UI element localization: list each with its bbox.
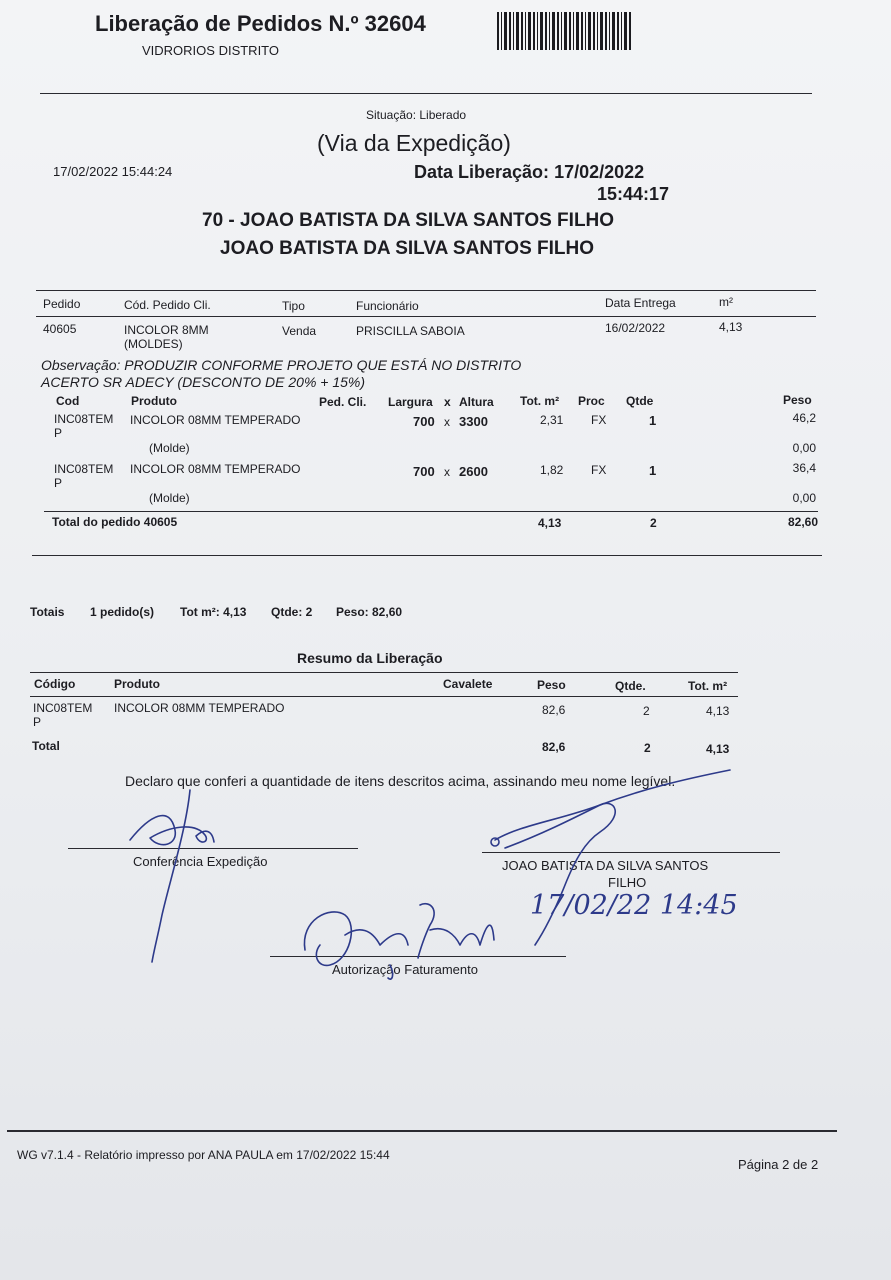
col-header-funcionario: Funcionário: [356, 299, 419, 313]
observation-line-1: Observação: PRODUZIR CONFORME PROJETO QUE ESTÁ NO DISTRITO: [41, 357, 522, 373]
items-header-tot-m2: Tot. m²: [520, 394, 560, 408]
page-number: Página 2 de 2: [738, 1157, 819, 1172]
totals-peso: Peso: 82,60: [336, 605, 403, 619]
item-sub-label: (Molde): [149, 491, 190, 505]
items-header-qtde: Qtde: [626, 394, 654, 408]
order-cod-cli-2: (MOLDES): [124, 337, 183, 351]
items-header-cod: Cod: [56, 394, 80, 408]
summary-total-qtde: 2: [644, 741, 651, 755]
summary-tot-m2: 4,13: [706, 704, 730, 718]
summary-produto: INCOLOR 08MM TEMPERADO: [114, 701, 285, 715]
item-qtde: 1: [649, 463, 657, 478]
summary-total-tot-m2: 4,13: [706, 742, 730, 756]
item-x: x: [444, 465, 450, 479]
items-header-altura: Altura: [459, 395, 494, 409]
item-sub-peso: 0,00: [792, 491, 816, 505]
summary-peso: 82,6: [542, 703, 566, 717]
items-header-peso: Peso: [783, 393, 812, 407]
report-title: Liberação de Pedidos N.º 32604: [95, 11, 426, 36]
release-date-value: 17/02/2022: [554, 162, 645, 182]
item-largura: 700: [413, 414, 435, 429]
client-signature-label: JOAO BATISTA DA SILVA SANTOS: [502, 858, 709, 873]
order-funcionario: PRISCILLA SABOIA: [356, 324, 465, 338]
item-tot-m2: 2,31: [540, 413, 564, 427]
col-header-pedido: Pedido: [43, 297, 81, 311]
order-total-label: Total do pedido 40605: [52, 515, 178, 529]
item-qtde: 1: [649, 413, 657, 428]
totals-label: Totais: [30, 605, 65, 619]
order-total-qtde: 2: [650, 516, 657, 530]
divider: [7, 1130, 837, 1132]
col-header-m2: m²: [719, 295, 733, 309]
summary-qtde: 2: [643, 704, 650, 718]
items-header-largura: Largura: [388, 395, 433, 409]
items-header-proc: Proc: [578, 394, 605, 408]
order-tipo: Venda: [282, 324, 317, 338]
item-produto: INCOLOR 08MM TEMPERADO: [130, 413, 301, 427]
summary-header-cavalete: Cavalete: [443, 677, 493, 691]
client-line-1: 70 - JOAO BATISTA DA SILVA SANTOS FILHO: [202, 210, 615, 231]
order-cod-cli: INCOLOR 8MM: [124, 323, 209, 337]
items-header-produto: Produto: [131, 394, 177, 408]
conferencia-label: Conferência Expedição: [133, 854, 268, 869]
order-total-peso: 82,60: [787, 515, 818, 529]
item-peso: 46,2: [792, 411, 816, 425]
item-x: x: [444, 415, 450, 429]
summary-header-qtde: Qtde.: [615, 679, 646, 693]
summary-title: Resumo da Liberação: [297, 650, 443, 666]
release-label: Data Liberação:: [414, 162, 550, 182]
observation-line-2: ACERTO SR ADECY (DESCONTO DE 20% + 15%): [41, 374, 366, 390]
summary-header-codigo: Código: [34, 677, 76, 691]
summary-header-peso: Peso: [537, 678, 566, 692]
summary-codigo-cont: P: [33, 715, 42, 729]
col-header-cod-cli: Cód. Pedido Cli.: [124, 298, 211, 312]
summary-header-produto: Produto: [114, 677, 160, 691]
summary-codigo: INC08TEM: [33, 701, 93, 715]
print-datetime: 17/02/2022 15:44:24: [53, 164, 173, 179]
item-sub-peso: 0,00: [792, 441, 816, 455]
item-cod-cont: P: [54, 476, 63, 490]
summary-total-peso: 82,6: [542, 740, 566, 754]
item-cod-cont: P: [54, 426, 63, 440]
item-cod: INC08TEM: [54, 412, 114, 426]
item-proc: FX: [591, 413, 607, 427]
item-largura: 700: [413, 464, 435, 479]
item-altura: 3300: [459, 414, 488, 429]
declaration-text: Declaro que conferi a quantidade de itens descritos acima, assinando meu nome legível.: [125, 773, 676, 789]
item-sub-label: (Molde): [149, 441, 190, 455]
item-tot-m2: 1,82: [540, 463, 564, 477]
item-produto: INCOLOR 08MM TEMPERADO: [130, 462, 301, 476]
item-cod: INC08TEM: [54, 462, 114, 476]
totals-m2: Tot m²: 4,13: [180, 605, 247, 619]
handwritten-date: 17/02/22 14:45: [530, 890, 738, 921]
totals-pedidos: 1 pedido(s): [90, 605, 155, 619]
col-header-tipo: Tipo: [282, 299, 305, 313]
totals-qtde: Qtde: 2: [271, 605, 313, 619]
items-header-x: x: [444, 395, 451, 409]
items-header-ped-cli: Ped. Cli.: [319, 395, 367, 409]
summary-header-tot-m2: Tot. m²: [688, 679, 728, 693]
client-signature-label-2: FILHO: [608, 875, 647, 890]
order-total-m2: 4,13: [538, 516, 562, 530]
item-peso: 36,4: [792, 461, 816, 475]
client-line-2: JOAO BATISTA DA SILVA SANTOS FILHO: [220, 238, 595, 259]
status-text: Situação: Liberado: [366, 108, 467, 122]
company-name: VIDRORIOS DISTRITO: [142, 43, 279, 58]
order-pedido: 40605: [43, 322, 77, 336]
copy-label: (Via da Expedição): [317, 130, 511, 156]
summary-total-label: Total: [32, 739, 60, 753]
autorizacao-label: Autorização Faturamento: [332, 962, 478, 977]
order-m2: 4,13: [719, 320, 743, 334]
order-data-entrega: 16/02/2022: [605, 321, 666, 335]
release-time: 15:44:17: [597, 184, 670, 204]
item-proc: FX: [591, 463, 607, 477]
col-header-data-entrega: Data Entrega: [605, 296, 676, 310]
footer-left: WG v7.1.4 - Relatório impresso por ANA PAULA em 17/02/2022 15:44: [17, 1148, 390, 1162]
item-altura: 2600: [459, 464, 488, 479]
